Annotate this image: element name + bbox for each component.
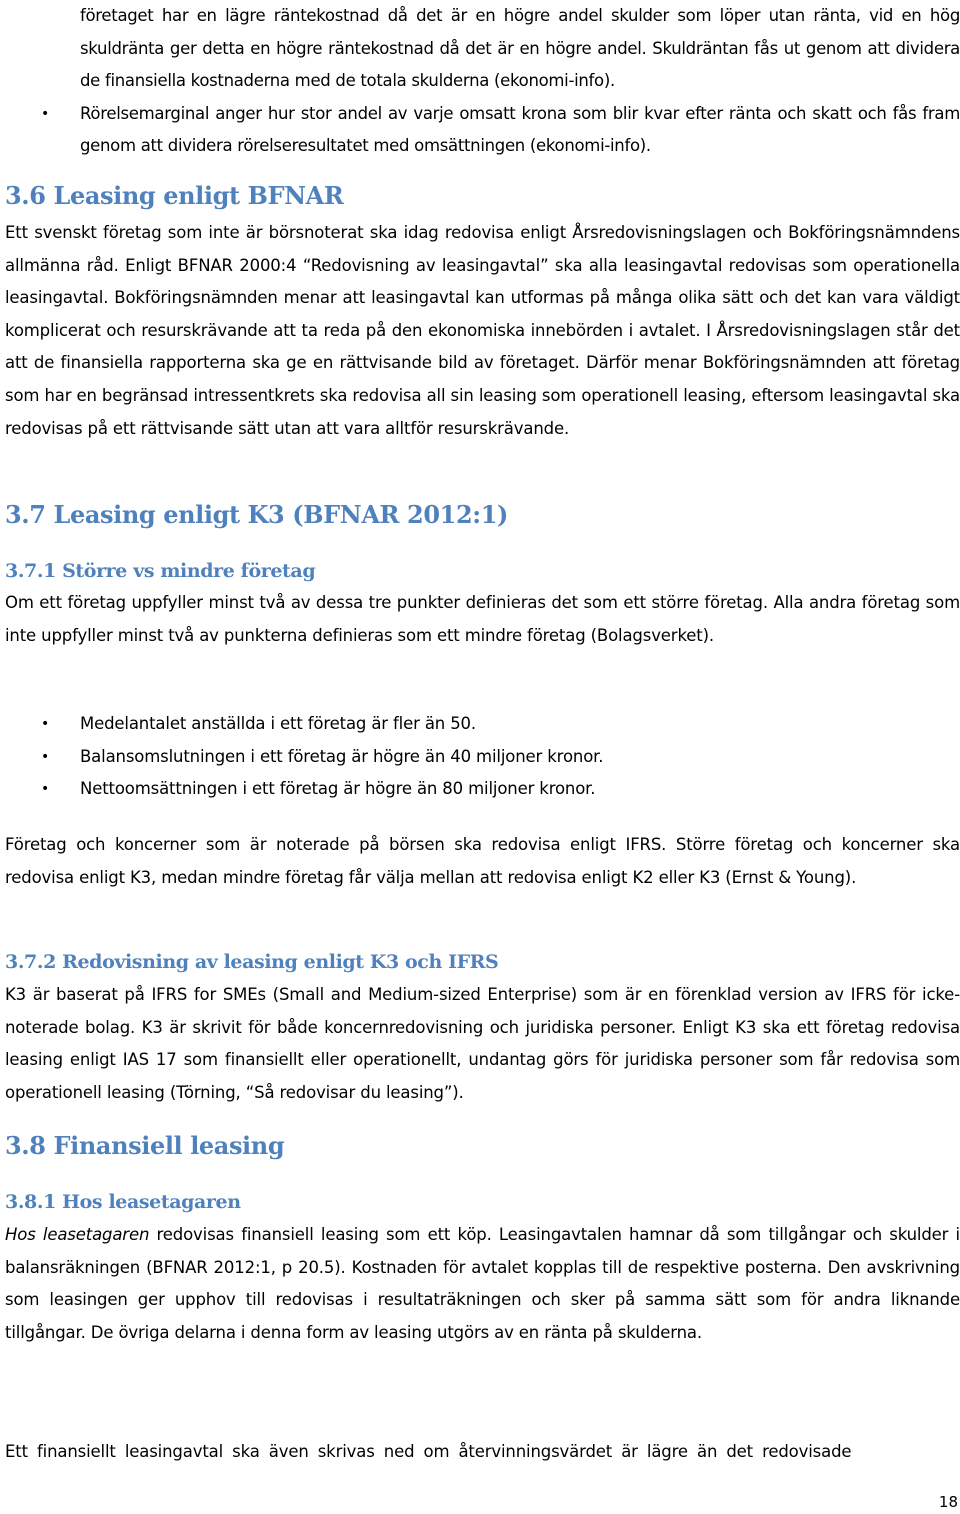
bullet-icon: •: [41, 748, 50, 765]
section-3-6-paragraph: Ett svenskt företag som inte är börsnoterat ska idag redovisa enligt Årsredovisningslagen och Bokföringsnämndens allmänna råd. Enligt BFNAR 2000:4 “Redovisning av leasingavtal” ska alla leasingavtal redovisas som operationella leasingavtal. Bokföringsnämnden menar att leasingavtal kan utformas på många olika sätt och det kan vara väldigt komplicerat och resurskrävande att ta reda på den ekonomiska innebörden i avtalet. I Årsredovisningslagen står det att de finansiella rapporterna ska ge en rättvisande bild av företaget. Därför menar Bokföringsnämnden att företag som har en begränsad intressentkrets ska redovisa all sin leasing som operationell leasing, eftersom leasingavtal ska redovisas på ett rättvisande sätt utan att vara alltför resurskrävande.: [5, 223, 960, 438]
section-heading: 3.7 Leasing enligt K3 (BFNAR 2012:1): [5, 500, 508, 529]
subsection-3-7-1-body-after: [5, 829, 960, 894]
subsection-3-7-1: [5, 559, 960, 583]
list-item-text: Nettoomsättningen i ett företag är högre än 80 miljoner kronor.: [80, 779, 596, 799]
closing-line: Ett finansiellt leasingavtal ska även skrivas ned om återvinningsvärdet är lägre än det redovisade: [5, 1442, 852, 1461]
criteria-list-block: [5, 708, 960, 806]
subsection-3-7-1-paragraph-after: Företag och koncerner som är noterade på börsen ska redovisa enligt IFRS. Större företag och koncerner ska redovisa enligt K3, medan mindre företag får välja mellan att redovisa enligt K2 eller K3 (Ernst & Young).: [5, 835, 960, 887]
list-item-text: Medelantalet anställda i ett företag är fler än 50.: [80, 714, 476, 733]
subsection-heading: 3.8.1 Hos leasetagaren: [5, 1191, 241, 1213]
subsection-3-8-1: [5, 1190, 960, 1214]
section-3-6: [5, 181, 960, 211]
page-number: 18: [938, 1493, 958, 1511]
list-item: [5, 708, 960, 741]
criteria-bullet-list: [5, 708, 960, 806]
intro-bullet-list: [5, 0, 960, 163]
subsection-heading: 3.7.2 Redovisning av leasing enligt K3 och IFRS: [5, 951, 499, 973]
subsection-3-7-2: [5, 950, 960, 974]
subsection-3-8-1-paragraph: [5, 1219, 960, 1349]
subsection-heading: 3.7.1 Större vs mindre företag: [5, 560, 316, 582]
section-3-8: [5, 1131, 960, 1161]
section-heading: 3.8 Finansiell leasing: [5, 1131, 285, 1160]
closing-line-block: [5, 1436, 960, 1469]
subsection-3-7-1-body: [5, 587, 960, 652]
intro-block: [5, 0, 960, 163]
section-heading: 3.6 Leasing enligt BFNAR: [5, 181, 344, 210]
subsection-3-8-1-body: [5, 1219, 960, 1349]
intro-continuation-text: företaget har en lägre räntekostnad då det är en högre andel skulder som löper utan ränta, vid en hög skuldränta ger detta en högre räntekostnad då det är en högre andel. Skuldräntan fås ut genom att dividera de finansiella kostnaderna med de totala skulderna (ekonomi-info).: [80, 6, 960, 91]
list-item: [5, 741, 960, 774]
intro-bullet-item: [5, 98, 960, 163]
italic-term: Hos leasetagaren: [5, 1225, 150, 1244]
intro-continuation-item: [5, 0, 960, 98]
subsection-3-7-2-paragraph: K3 är baserat på IFRS for SMEs (Small and Medium-sized Enterprise) som är en förenklad version av IFRS för icke-noterade bolag. K3 är skrivit för både koncernredovisning och juridiska personer. Enligt K3 ska ett företag redovisa leasing enligt IAS 17 som finansiellt eller operationellt, undantag görs för juridiska personer som får redovisa som operationell leasing (Törning, “Så redovisar du leasing”).: [5, 985, 960, 1102]
intro-bullet-text: Rörelsemarginal anger hur stor andel av varje omsatt krona som blir kvar efter ränta och skatt och fås fram genom att dividera rörelseresultatet med omsättningen (ekonomi-info).: [80, 103, 960, 156]
bullet-icon: •: [41, 716, 50, 732]
subsection-3-7-2-body: [5, 979, 960, 1109]
list-item: [5, 773, 960, 806]
list-item-text: Balansomslutningen i ett företag är högre än 40 miljoner kronor.: [80, 746, 604, 766]
section-3-6-body: [5, 217, 960, 445]
paragraph-rest: redovisas finansiell leasing som ett köp. Leasingavtalen hamnar då som tillgångar och skulder i balansräkningen (BFNAR 2012:1, p 20.5). Kostnaden för avtalet kopplas till de respektive posterna. Den avskrivning som leasingen ger upphov till redovisas i resultaträkningen och sker på samma sätt som för andra liknande tillgångar. De övriga delarna i denna form av leasing utgörs av en ränta på skulderna.: [5, 1225, 960, 1342]
section-3-7: [5, 500, 960, 530]
bullet-icon: •: [41, 105, 49, 122]
bullet-icon: •: [41, 781, 50, 798]
subsection-3-7-1-paragraph: Om ett företag uppfyller minst två av dessa tre punkter definieras det som ett större företag. Alla andra företag som inte uppfyller minst två av punkterna definieras som ett mindre företag (Bolagsverket).: [5, 593, 960, 645]
